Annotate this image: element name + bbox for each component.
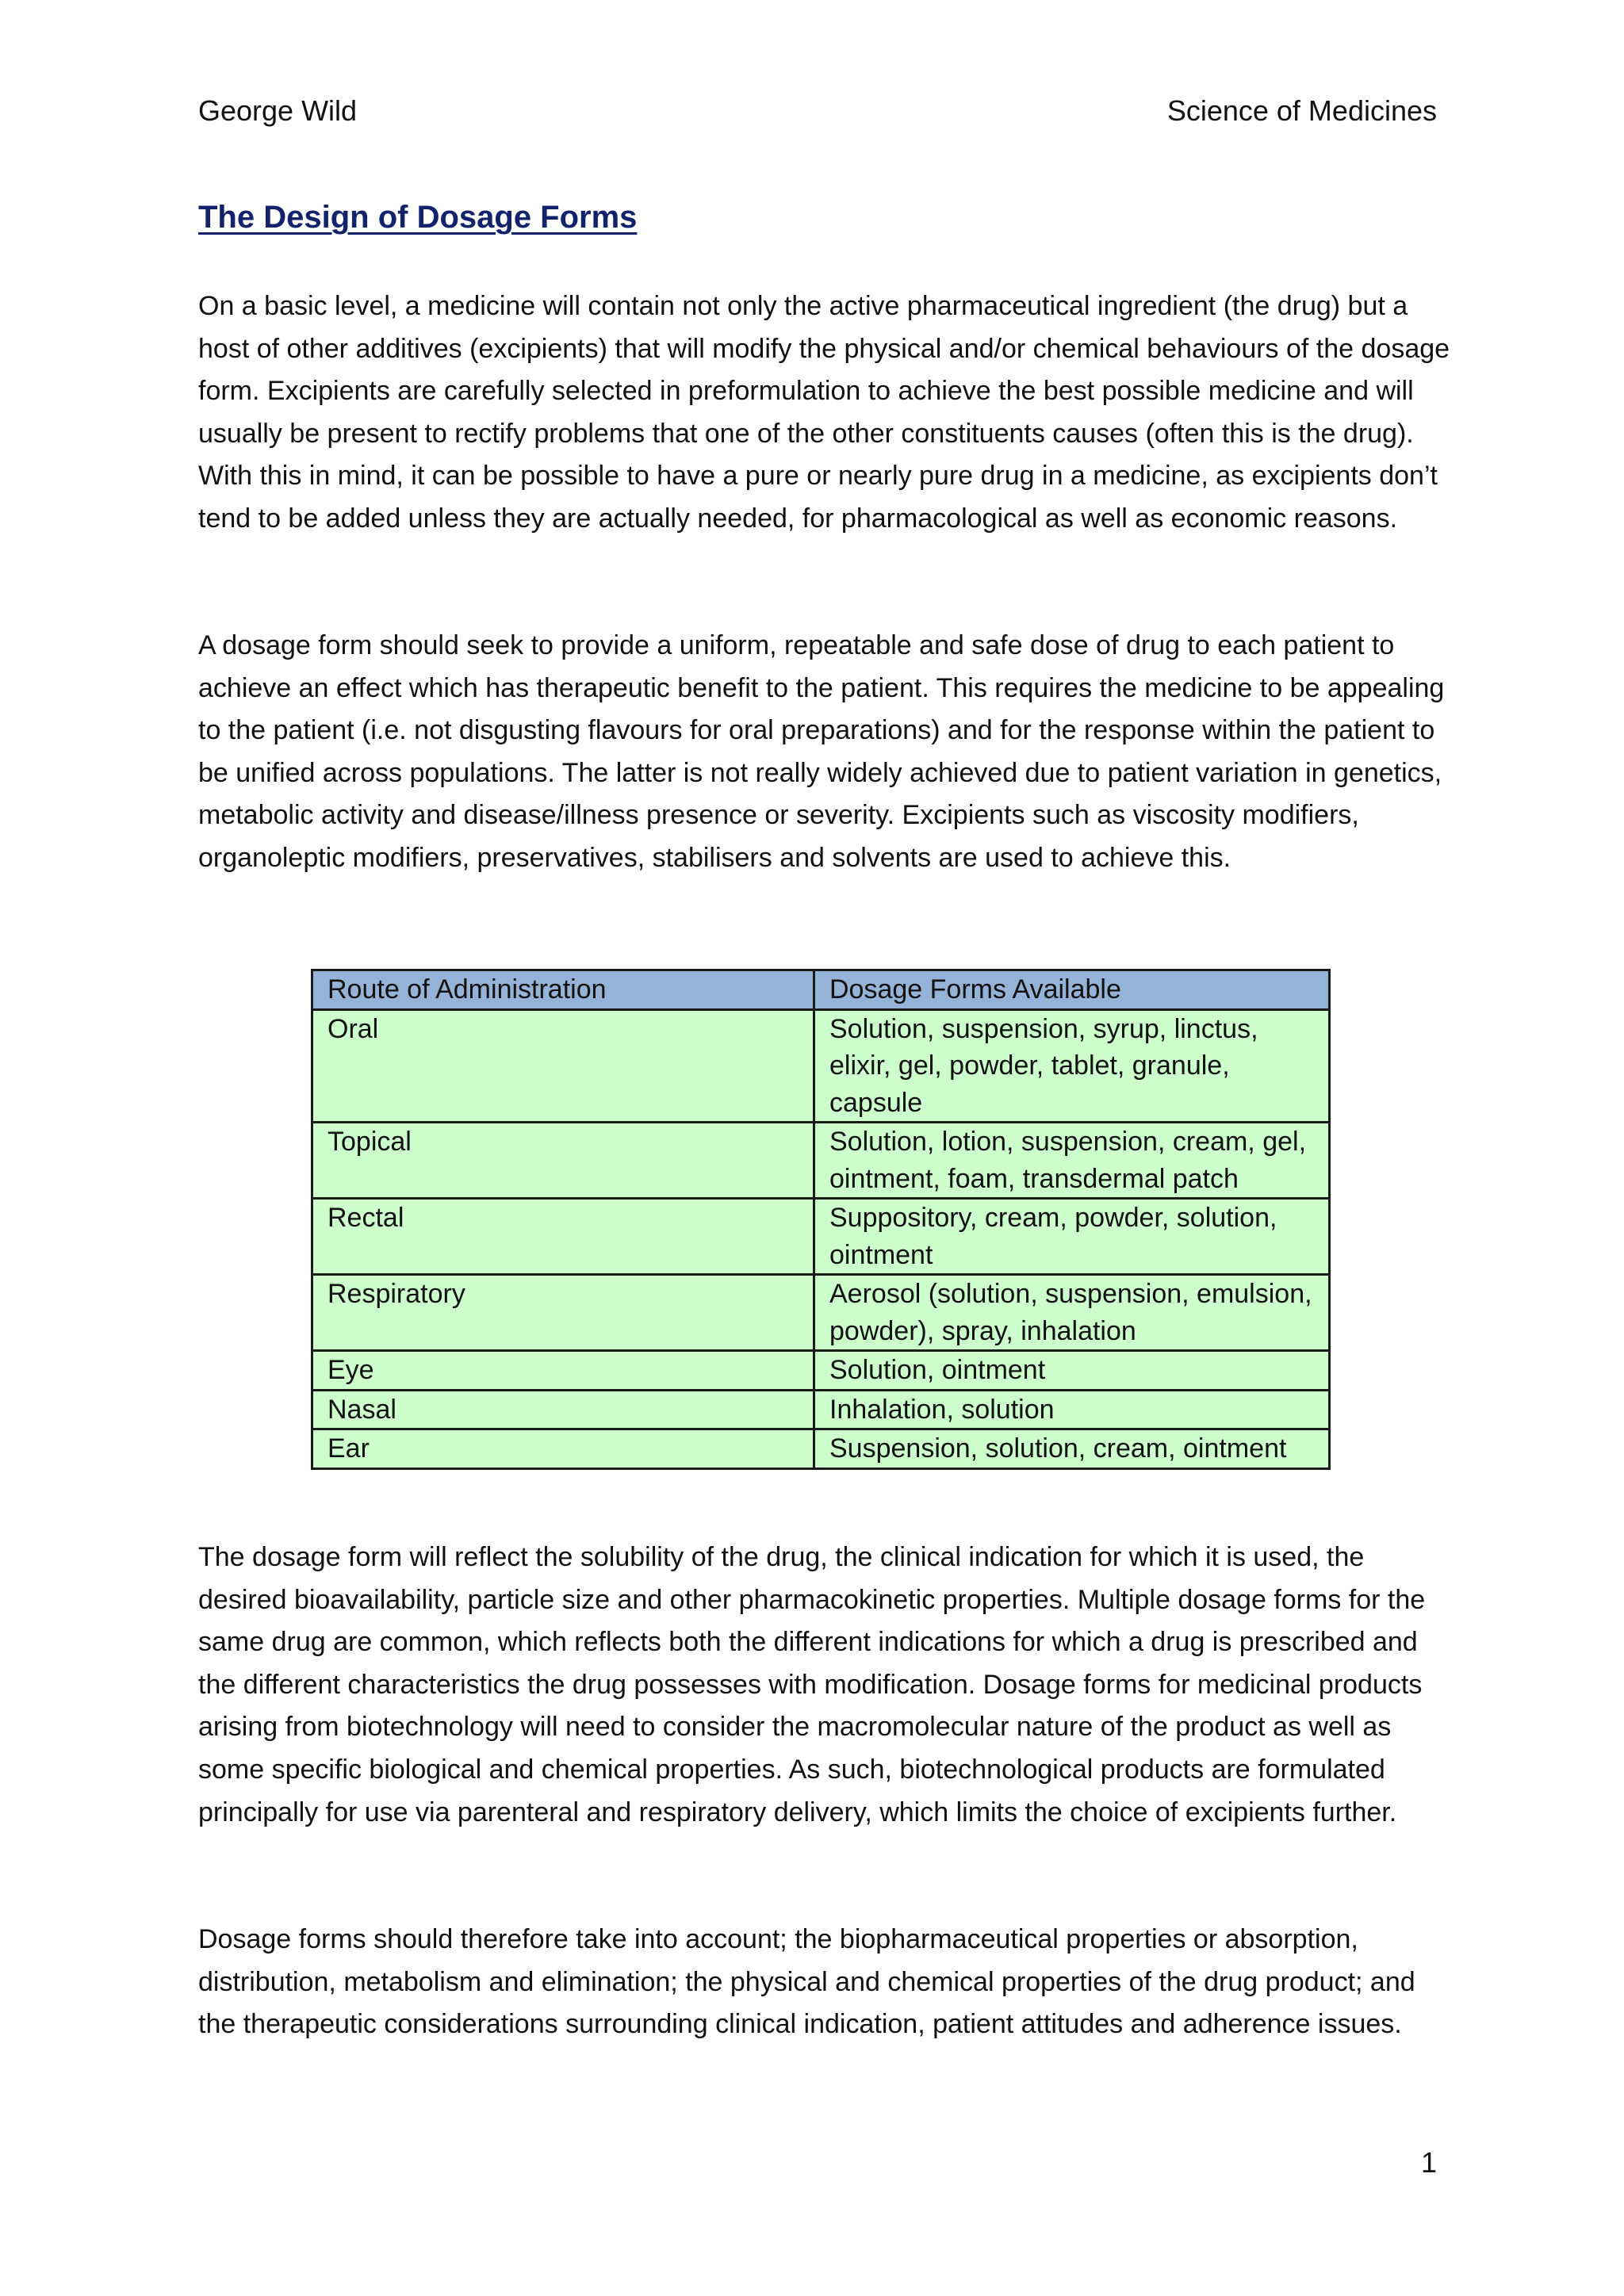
forms-cell: Suppository, cream, powder, solution, ointment bbox=[814, 1199, 1330, 1275]
forms-cell: Solution, suspension, syrup, linctus, elixir, gel, powder, tablet, granule, capsule bbox=[814, 1009, 1330, 1123]
forms-cell: Suspension, solution, cream, ointment bbox=[814, 1429, 1330, 1469]
document-title: The Design of Dosage Forms bbox=[198, 200, 638, 235]
forms-cell: Solution, lotion, suspension, cream, gel, ointment, foam, transdermal patch bbox=[814, 1123, 1330, 1199]
table-row bbox=[312, 1351, 1330, 1391]
table-row bbox=[312, 1199, 1330, 1275]
paragraph-solubility: The dosage form will reflect the solubility of the drug, the clinical indication for which it is used, the desired bioavailability, particle size and other pharmacokinetic properties. Multiple dosage forms for the same drug are common, which reflects both the different indications for which a drug is prescribed and the different characteristics the drug possesses with modification. Dosage forms for medicinal products arising from biotechnology will need to consider the macromolecular nature of the product as well as some specific biological and chemical properties. As such, biotechnological products are formulated principally for use via parenteral and respiratory delivery, which limits the choice of excipients further. bbox=[198, 1542, 1426, 1827]
route-cell: Oral bbox=[312, 1009, 814, 1123]
route-cell: Eye bbox=[312, 1351, 814, 1391]
route-cell: Respiratory bbox=[312, 1275, 814, 1351]
header-author: George Wild bbox=[198, 94, 358, 127]
forms-cell: Inhalation, solution bbox=[814, 1390, 1330, 1429]
table-row bbox=[312, 1275, 1330, 1351]
page-number: 1 bbox=[1420, 2146, 1437, 2179]
route-cell: Topical bbox=[312, 1123, 814, 1199]
table-row bbox=[312, 1390, 1330, 1429]
forms-cell: Aerosol (solution, suspension, emulsion, powder), spray, inhalation bbox=[814, 1275, 1330, 1351]
route-cell: Nasal bbox=[312, 1390, 814, 1429]
paragraph-intro: On a basic level, a medicine will contain not only the active pharmaceutical ingredient (the drug) but a host of other additives (excipients) that will modify the physical and/or chemical behaviours of the dosage form. Excipients are carefully selected in preformulation to achieve the best possible medicine and will usually be present to rectify problems that one of the other constituents causes (often this is the drug). With this in mind, it can be possible to have a pure or nearly pure drug in a medicine, as excipients don’t tend to be added unless they are actually needed, for pharmacological as well as economic reasons. bbox=[198, 291, 1450, 534]
header-course: Science of Medicines bbox=[1166, 94, 1437, 127]
forms-cell: Solution, ointment bbox=[814, 1351, 1330, 1391]
paragraph-dosage-form-goals: A dosage form should seek to provide a uniform, repeatable and safe dose of drug to each patient to achieve an effect which has therapeutic benefit to the patient. This requires the medicine to be appealing to the patient (i.e. not disgusting flavours for oral preparations) and for the response within the patient to be unified across populations. The latter is not really widely achieved due to patient variation in genetics, metabolic activity and disease/illness presence or severity. Excipients such as viscosity modifiers, organoleptic modifiers, preservatives, stabilisers and solvents are used to achieve this. bbox=[198, 630, 1445, 873]
table-header-forms: Dosage Forms Available bbox=[814, 970, 1330, 1010]
route-cell: Ear bbox=[312, 1429, 814, 1469]
table-header-route: Route of Administration bbox=[312, 970, 814, 1010]
table-header-row bbox=[312, 970, 1330, 1010]
table-row bbox=[312, 1009, 1330, 1123]
routes-table bbox=[311, 969, 1331, 1470]
route-cell: Rectal bbox=[312, 1199, 814, 1275]
table-row bbox=[312, 1123, 1330, 1199]
paragraph-conclusion: Dosage forms should therefore take into account; the biopharmaceutical properties or absorption, distribution, metabolism and elimination; the physical and chemical properties of the drug product; and the therapeutic considerations surrounding clinical indication, patient attitudes and adherence issues. bbox=[198, 1924, 1415, 2040]
table-row bbox=[312, 1429, 1330, 1469]
